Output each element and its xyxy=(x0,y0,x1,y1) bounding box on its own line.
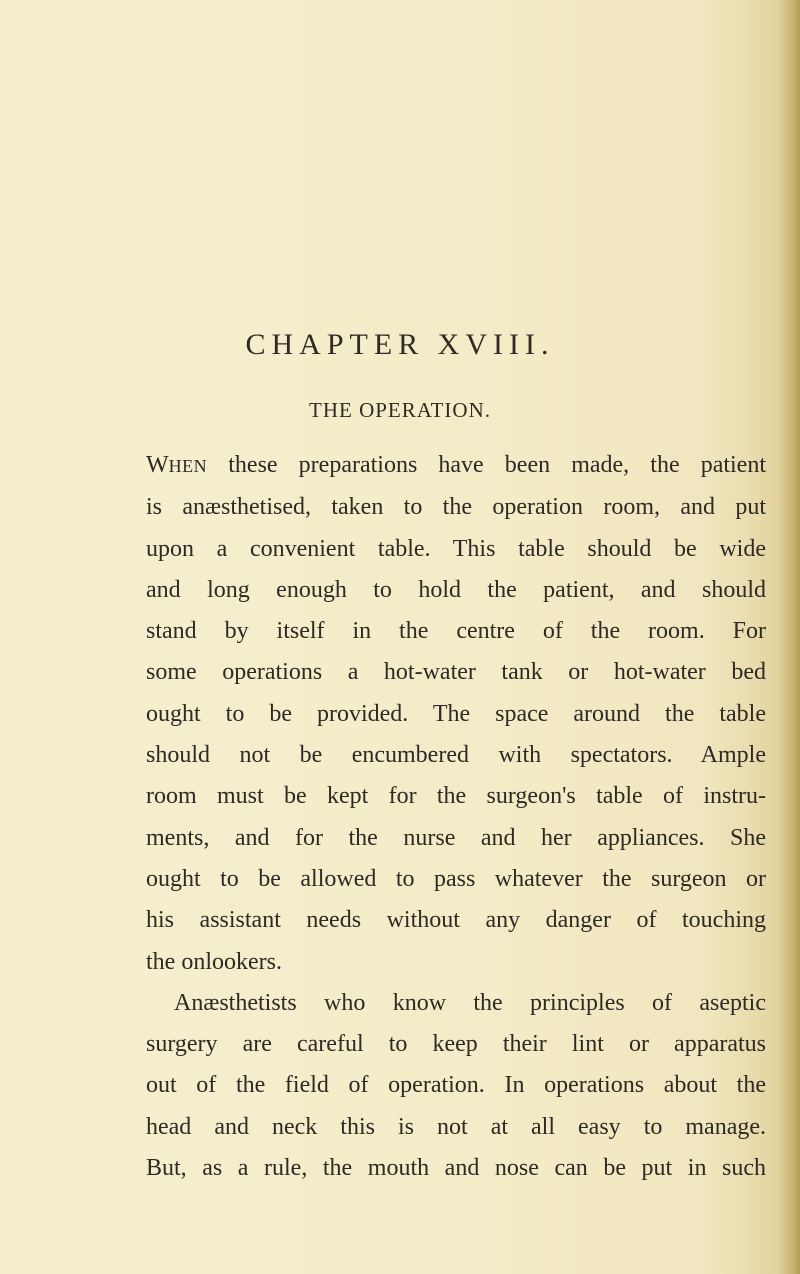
chapter-title: THE OPERATION. xyxy=(309,398,491,422)
text-line: ments, and for the nurse and her appliances. She xyxy=(146,824,766,851)
small-caps-rest: HEN xyxy=(168,456,208,476)
text-line: upon a convenient table. This table should be wide xyxy=(146,535,766,562)
text-line: the onlookers. xyxy=(146,948,282,975)
text-line: some operations a hot-water tank or hot-water bed xyxy=(146,659,766,686)
text-line-content: these preparations have been made, the patient xyxy=(207,452,766,478)
chapter-heading: CHAPTER XVIII. xyxy=(245,328,555,361)
text-line: room must be kept for the surgeon's table of instru- xyxy=(146,783,766,810)
text-line: ought to be allowed to pass whatever the surgeon or xyxy=(146,865,766,892)
text-line: should not be encumbered with spectators. Ample xyxy=(146,742,766,769)
text-line: head and neck this is not at all easy to manage. xyxy=(146,1113,766,1140)
text-line: is anæsthetised, taken to the operation room, and put xyxy=(146,494,766,521)
text-line: and long enough to hold the patient, and should xyxy=(146,576,766,603)
text-line: ought to be provided. The space around the table xyxy=(146,700,766,727)
small-caps-initial: W xyxy=(146,452,169,478)
text-line xyxy=(146,445,766,487)
text-line: surgery are careful to keep their lint or apparatus xyxy=(146,1031,766,1058)
page-edge-shadow xyxy=(778,0,800,1274)
text-line: Anæsthetists who know the principles of aseptic xyxy=(174,989,766,1016)
text-line: But, as a rule, the mouth and nose can be put in such xyxy=(146,1155,766,1182)
text-line: out of the field of operation. In operations about the xyxy=(146,1072,766,1099)
text-line: stand by itself in the centre of the room. For xyxy=(146,618,766,645)
body-text xyxy=(146,445,766,1189)
text-line: his assistant needs without any danger of touching xyxy=(146,907,766,934)
